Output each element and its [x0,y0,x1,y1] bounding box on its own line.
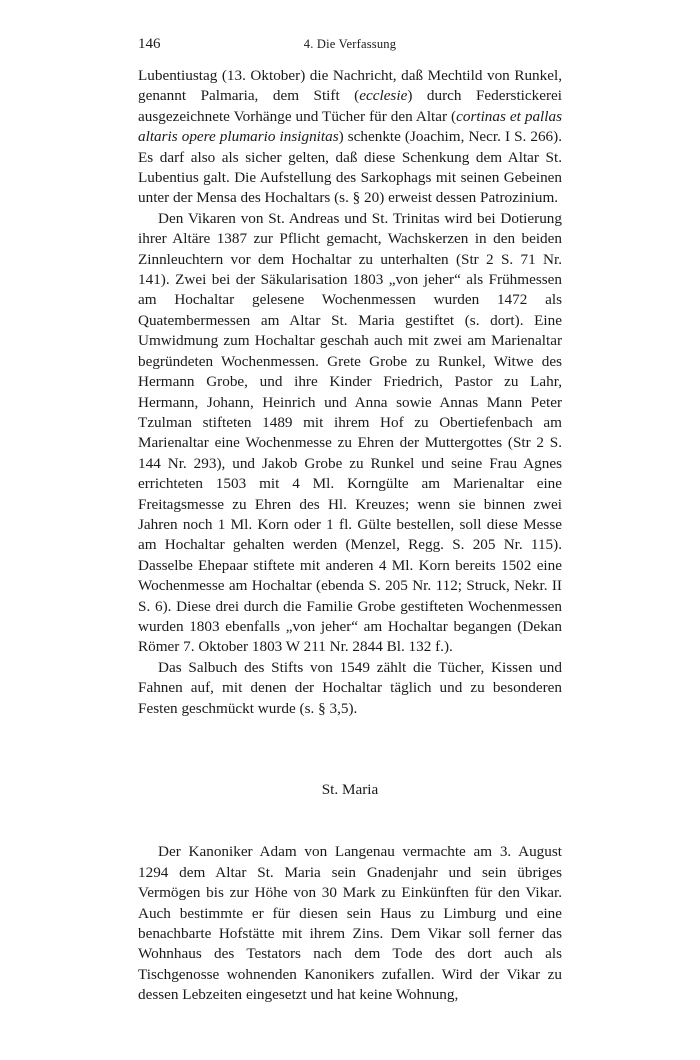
paragraph [138,209,562,658]
running-head: 4. Die Verfassung [303,37,397,51]
paragraph [138,658,562,719]
page-body [138,66,562,1006]
text-run: ) durch Federstickerei ausgezeichnete Vorhänge und Tücher für den Altar ( [138,87,562,125]
section-text [138,842,562,1005]
paragraph [138,66,562,209]
italic-text: ecclesie [359,87,408,105]
text-run: Den Vikaren von St. Andreas und St. Trinitas wird bei Dotierung ihrer Altäre 1387 zur Pflicht gemacht, Wachskerzen in den beiden Zinnleuchtern vor dem Hochaltar zu unterhalten (Str 2 S. 71 Nr. 141). Zwei bei der Säkularisation 1803 „von jeher“ als Frühmessen am Hochaltar gelesene Wochenmessen wurden 1472 als Quatembermessen am Altar St. Maria gestiftet (s. dort). Eine Umwidmung zum Hochaltar geschah auch mit zwei am Marienaltar begründeten Wochenmessen. Grete Grobe zu Runkel, Witwe des Hermann Grobe, und ihre Kinder Friedrich, Pastor zu Lahr, Hermann, Johann, Heinrich und Anna sowie Annas Mann Peter Tzulman stifteten 1489 mit ihrem Hof zu Obertiefenbach am Marienaltar eine Wochenmesse zu Ehren der Muttergottes (Str 2 S. 144 Nr. 293), und Jakob Grobe zu Runkel und seine Frau Agnes errichteten 1503 mit 4 Ml. Korngülte am Marienaltar eine Freitagsmesse zu Ehren des Hl. Kreuzes; wenn sie binnen zwei Jahren noch 1 Ml. Korn oder 1 fl. Gülte bestellen, soll diese Messe am Hochaltar gehalten werden (Menzel, Regg. S. 205 Nr. 115). Dasselbe Ehepaar stiftete mit anderen 4 Ml. Korn bereits 1502 eine Wochenmesse am Hochaltar (ebenda S. 205 Nr. 112; Struck, Nekr. II S. 6). Diese drei durch die Familie Grobe gestifteten Wochenmessen wurden 1803 ebenfalls „von jeher“ am Hochaltar begangen (Dekan Römer 7. Oktober 1803 W 211 Nr. 2844 Bl. 132 f.). [138,209,562,656]
text-run: ) schenkte (Joachim, Necr. I S. 266). Es darf also als sicher gelten, daß diese Schenkung dem Altar St. Lubentius galt. Die Aufstellung des Sarkophags mit seinen Gebeinen unter der Mensa des Hochaltars (s. § 20) erweist dessen Patrozinium. [138,128,563,207]
page-number: 146 [138,36,161,52]
text-run: Das Salbuch des Stifts von 1549 zählt die Tücher, Kissen und Fahnen auf, mit denen der Hochaltar täglich und zu besonderen Festen geschmückt wurde (s. § 3,5). [138,658,562,717]
paragraph [138,842,562,1005]
main-text [138,66,562,719]
page-header [138,36,562,58]
text-run: Der Kanoniker Adam von Langenau vermachte am 3. August 1294 dem Altar St. Maria sein Gnadenjahr und sein übriges Vermögen bis zur Höhe von 30 Mark zu Einkünften für den Vikar. Auch bestimmte er für diesen sein Haus zu Limburg und eine benachbarte Hofstätte mit ihrem Zins. Dem Vikar soll ferner das Wohnhaus des Testators nach dem Tode des dort auch als Tischgenosse wohnenden Kanonikers zufallen. Wird der Vikar zu dessen Lebzeiten eingesetzt und hat keine Wohnung, [138,843,562,1004]
italic-text: cortinas et pallas altaris opere plumario insignitas [138,107,562,146]
section-title: St. Maria [321,781,379,798]
text-run: Lubentiustag (13. Oktober) die Nachricht, daß Mechtild von Runkel, genannt Palmaria, dem Stift ( [138,67,562,105]
